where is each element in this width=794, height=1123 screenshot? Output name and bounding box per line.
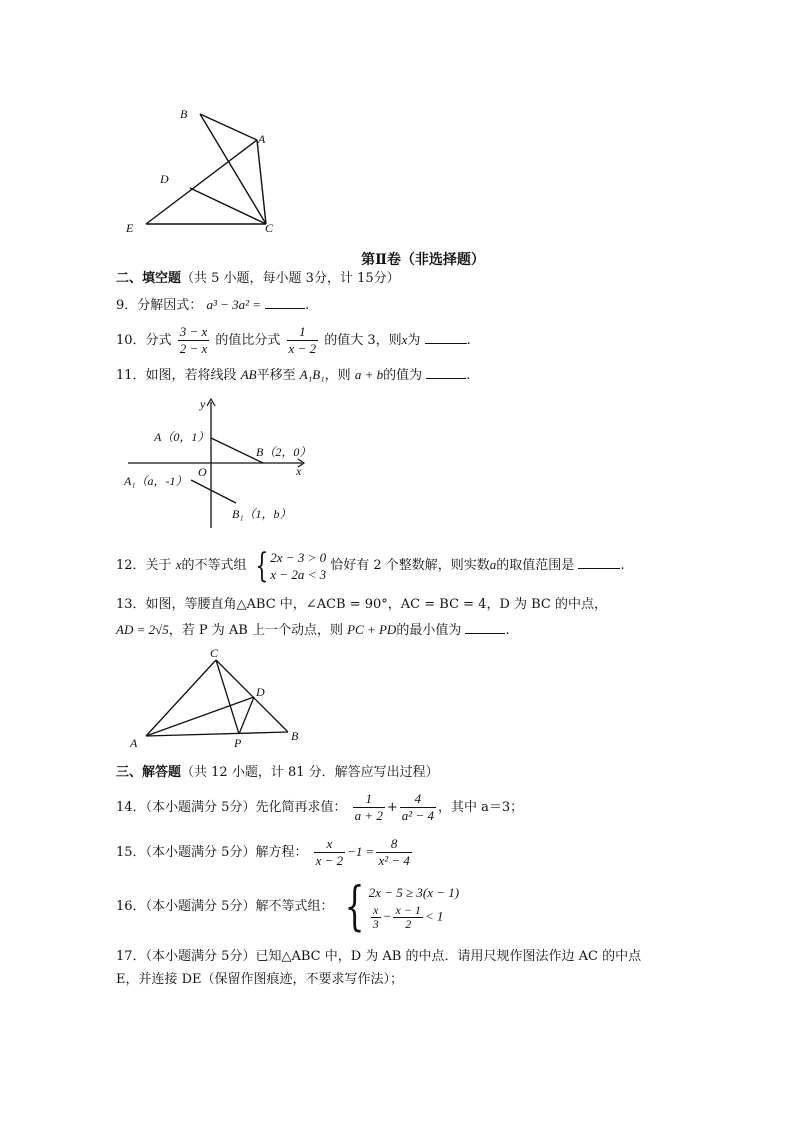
question-14: 14．（本小题满分 5分）先化简再求值： $\frac{1}{a + 2}$ + $\frac{4}{\text{a² − 4}}$ ，其中 a＝3；	[116, 791, 524, 823]
label-b: B	[180, 107, 188, 121]
answer-blank	[578, 556, 620, 569]
label-c: C	[265, 221, 274, 235]
segment-bc	[200, 114, 266, 224]
segment-a1b1	[191, 480, 236, 503]
question-12: 12．关于 x的不等式组 { 2x − 3 > 0 x − 2a < 3 恰好有 2 个整数解，则实数a的取值范围是 .	[116, 545, 625, 586]
segment-ac	[146, 660, 216, 736]
label-b1: B₁（1，b）	[232, 507, 292, 521]
answer-blank	[465, 621, 505, 634]
question-17-line1: 17．（本小题满分 5分）已知△ABC 中，D 为 AB 的中点．请用尺规作图法作边 AC 的中点	[116, 949, 642, 964]
label-a: A	[130, 736, 138, 750]
question-11: 11．如图，若将线段 AB平移至 A₁B₁，则 a + b的值为 .	[116, 367, 471, 383]
label-a: A	[258, 132, 266, 146]
label-b: B	[291, 729, 299, 743]
label-a: A（0，1）	[154, 430, 210, 444]
question-17-line2: E，并连接 DE（保留作图痕迹，不要求写作法）；	[116, 972, 404, 987]
label-x: x	[296, 464, 302, 478]
answer-blank	[426, 366, 466, 379]
segment-ab	[146, 732, 288, 736]
section2-title: 第Ⅱ卷（非选择题）	[361, 252, 485, 268]
label-b: B（2，0）	[256, 445, 312, 459]
segment-pd	[239, 697, 254, 734]
label-c: C	[210, 646, 219, 660]
figure-isosceles-right-triangle	[126, 646, 316, 750]
question-13-line1: 13．如图，等腰直角△ABC 中，∠ACB = 90°，AC = BC = 4，D 为 BC 的中点，	[116, 597, 608, 612]
figure-triangles-abcde	[118, 100, 288, 240]
label-p: P	[234, 736, 242, 750]
answer-blank	[265, 296, 305, 309]
question-9: 9．分解因式： a³ − 3a² = .	[116, 297, 310, 313]
label-d: D	[256, 685, 265, 699]
question-13-line2: AD = 2√5，若 P 为 AB 上一个动点，则 PC + PD的最小值为 .	[116, 622, 510, 638]
question-15: 15．（本小题满分 5分）解方程： $\frac{x}{x - 2}$ −1 = $\frac{8}{\text{x² − 4}}$	[116, 836, 410, 868]
label-a1: A₁（a，-1）	[124, 474, 188, 488]
label-y: y	[200, 397, 206, 411]
figure-coordinate-translation	[118, 394, 318, 534]
part2-heading: 二、填空题（共 5 小题，每小题 3分，计 15分）	[116, 271, 400, 286]
part3-heading: 三、解答题（共 12 小题，计 81 分．解答应写出过程）	[116, 765, 439, 780]
label-e: E	[126, 221, 134, 235]
question-10: 10．分式 $\frac{3 - x}{2 - x}$ 的值比分式 $\frac{1}{x - 2}$ 的值大 3，则x为 .	[116, 324, 471, 356]
label-origin: O	[198, 465, 207, 479]
question-16: 16．（本小题满分 5分）解不等式组： { 2x − 5 ≥ 3(x − 1) $\frac{x}{3}$ − $\frac{x - 1}{2}$ < 1	[116, 876, 460, 937]
answer-blank	[425, 331, 467, 344]
label-d: D	[160, 172, 169, 186]
system-brace: {	[254, 545, 268, 586]
